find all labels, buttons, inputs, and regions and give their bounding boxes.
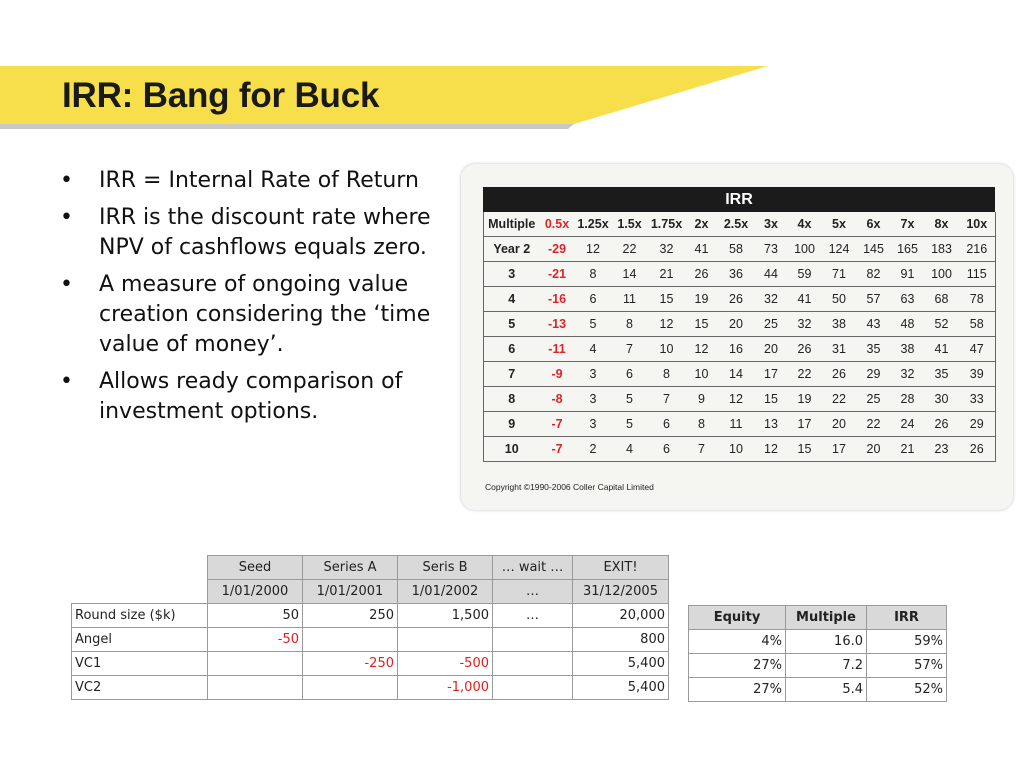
- irr-card-multiple-header: 10x: [959, 212, 996, 237]
- irr-card-cell: -16: [540, 287, 575, 312]
- bullet-item: [60, 270, 432, 360]
- table-row: [72, 604, 669, 628]
- irr-card-header: IRR: [483, 187, 995, 212]
- irr-card-cell: -29: [540, 237, 575, 262]
- irr-card-row: [484, 387, 996, 412]
- irr-card-cell: 3: [575, 412, 612, 437]
- irr-card-cell: 15: [755, 387, 788, 412]
- table-row: [689, 630, 947, 654]
- table-row: [72, 676, 669, 700]
- irr-card-cell: 52: [925, 312, 959, 337]
- irr-card-year-label: Year 2: [484, 237, 540, 262]
- empty-corner-cell: [72, 556, 208, 580]
- irr-card-cell: 5: [575, 312, 612, 337]
- amount-cell: [493, 628, 573, 652]
- amount-cell: 20,000: [573, 604, 669, 628]
- irr-card-year-label: 7: [484, 362, 540, 387]
- irr-card-year-label: 6: [484, 337, 540, 362]
- irr-card-multiple-header: 0.5x: [540, 212, 575, 237]
- title-banner: [0, 0, 1024, 140]
- irr-card-year-label: 4: [484, 287, 540, 312]
- irr-card-cell: 5: [612, 412, 648, 437]
- irr-card-cell: 73: [755, 237, 788, 262]
- irr-card-row: [484, 437, 996, 462]
- irr-card-cell: 32: [891, 362, 925, 387]
- bullet-text: IRR = Internal Rate of Return: [99, 168, 419, 193]
- irr-card-header-row: [484, 212, 996, 237]
- irr-card-cell: 43: [857, 312, 891, 337]
- irr-card-cell: 63: [891, 287, 925, 312]
- irr-card-cell: 25: [857, 387, 891, 412]
- irr-card-cell: 17: [822, 437, 857, 462]
- irr-card-cell: 35: [925, 362, 959, 387]
- irr-card-cell: 91: [891, 262, 925, 287]
- irr-card-cell: 28: [891, 387, 925, 412]
- irr-card-cell: 10: [648, 337, 686, 362]
- amount-cell: [303, 628, 398, 652]
- irr-card-cell: 24: [891, 412, 925, 437]
- irr-card-cell: 41: [788, 287, 822, 312]
- irr-card-cell: 21: [891, 437, 925, 462]
- date-header: 31/12/2005: [573, 580, 669, 604]
- table-row: [72, 628, 669, 652]
- irr-card-cell: 26: [959, 437, 996, 462]
- irr-card-cell: 68: [925, 287, 959, 312]
- irr-card-multiple-header: 1.75x: [648, 212, 686, 237]
- slide-title: IRR: Bang for Buck: [62, 76, 380, 115]
- returns-cell: 5.4: [786, 678, 867, 702]
- irr-card-multiple-header: 1.5x: [612, 212, 648, 237]
- irr-card-cell: 100: [925, 262, 959, 287]
- table-row: [72, 652, 669, 676]
- amount-cell: [493, 676, 573, 700]
- amount-cell: [493, 652, 573, 676]
- irr-card-multiple-header: 4x: [788, 212, 822, 237]
- funding-rounds-table: [71, 555, 669, 700]
- irr-card-cell: 22: [788, 362, 822, 387]
- irr-card-cell: 26: [686, 262, 718, 287]
- irr-card-cell: 7: [648, 387, 686, 412]
- irr-card-cell: 11: [612, 287, 648, 312]
- irr-card-cell: 15: [788, 437, 822, 462]
- returns-cell: 27%: [689, 654, 786, 678]
- banner-edge-shadow: [0, 124, 574, 129]
- irr-card-cell: 183: [925, 237, 959, 262]
- irr-card-cell: 47: [959, 337, 996, 362]
- row-label: Round size ($k): [72, 604, 208, 628]
- irr-card-cell: 12: [575, 237, 612, 262]
- irr-card-year-label: 5: [484, 312, 540, 337]
- irr-card-cell: 20: [718, 312, 755, 337]
- irr-card-cell: 33: [959, 387, 996, 412]
- irr-card-cell: 100: [788, 237, 822, 262]
- irr-card-row: [484, 337, 996, 362]
- irr-card-cell: 22: [857, 412, 891, 437]
- irr-card-cell: 32: [648, 237, 686, 262]
- irr-card-cell: 35: [857, 337, 891, 362]
- irr-card-row: [484, 237, 996, 262]
- date-header: 1/01/2001: [303, 580, 398, 604]
- stage-header: … wait …: [493, 556, 573, 580]
- irr-card-multiple-header: 2.5x: [718, 212, 755, 237]
- irr-card-cell: 8: [612, 312, 648, 337]
- irr-card-cell: 3: [575, 362, 612, 387]
- irr-reference-card: [461, 164, 1013, 510]
- returns-header: Multiple: [786, 606, 867, 630]
- irr-card-cell: -7: [540, 412, 575, 437]
- irr-card-cell: 13: [755, 412, 788, 437]
- irr-card-cell: 36: [718, 262, 755, 287]
- irr-card-cell: 41: [925, 337, 959, 362]
- irr-card-cell: 216: [959, 237, 996, 262]
- irr-card-cell: 12: [686, 337, 718, 362]
- irr-card-cell: 57: [857, 287, 891, 312]
- irr-card-cell: 14: [612, 262, 648, 287]
- irr-card-cell: -8: [540, 387, 575, 412]
- table-row: [689, 654, 947, 678]
- amount-cell: -250: [303, 652, 398, 676]
- irr-card-cell: 30: [925, 387, 959, 412]
- irr-card-cell: 115: [959, 262, 996, 287]
- amount-cell: …: [493, 604, 573, 628]
- irr-card-cell: 58: [718, 237, 755, 262]
- date-header: 1/01/2000: [208, 580, 303, 604]
- irr-card-cell: 32: [788, 312, 822, 337]
- returns-header-row: [689, 606, 947, 630]
- irr-card-cell: -7: [540, 437, 575, 462]
- amount-cell: 250: [303, 604, 398, 628]
- returns-table: [688, 605, 947, 702]
- irr-card-copyright: Copyright ©1990-2006 Coller Capital Limited: [485, 482, 654, 492]
- irr-card-cell: 26: [925, 412, 959, 437]
- bullet-text: IRR is the discount rate where NPV of cashflows equals zero.: [99, 205, 431, 260]
- amount-cell: [208, 652, 303, 676]
- irr-card-cell: -11: [540, 337, 575, 362]
- irr-card-cell: 17: [755, 362, 788, 387]
- irr-card-cell: 12: [718, 387, 755, 412]
- amount-cell: -1,000: [398, 676, 493, 700]
- bullet-dot-icon: •: [60, 205, 73, 230]
- irr-card-cell: 25: [755, 312, 788, 337]
- irr-card-cell: 4: [612, 437, 648, 462]
- irr-card-multiple-header: 5x: [822, 212, 857, 237]
- irr-card-multiple-header: 1.25x: [575, 212, 612, 237]
- irr-card-multiple-header: 2x: [686, 212, 718, 237]
- bullet-dot-icon: •: [60, 272, 73, 297]
- irr-card-cell: 9: [686, 387, 718, 412]
- bullet-dot-icon: •: [60, 369, 73, 394]
- irr-card-cell: 4: [575, 337, 612, 362]
- irr-card-row: [484, 362, 996, 387]
- returns-cell: 59%: [867, 630, 947, 654]
- date-header: 1/01/2002: [398, 580, 493, 604]
- rounds-stage-row: [72, 556, 669, 580]
- irr-card-row: [484, 287, 996, 312]
- irr-card-cell: 15: [648, 287, 686, 312]
- irr-card-cell: 39: [959, 362, 996, 387]
- stage-header: Seris B: [398, 556, 493, 580]
- irr-card-cell: 29: [959, 412, 996, 437]
- returns-cell: 7.2: [786, 654, 867, 678]
- irr-card-cell: 41: [686, 237, 718, 262]
- irr-card-cell: 20: [857, 437, 891, 462]
- irr-card-multiple-header: 6x: [857, 212, 891, 237]
- irr-card-cell: 12: [755, 437, 788, 462]
- irr-card-multiple-header: 8x: [925, 212, 959, 237]
- irr-card-cell: 6: [648, 412, 686, 437]
- irr-card-cell: 23: [925, 437, 959, 462]
- bullet-item: [60, 203, 432, 263]
- irr-card-cell: 31: [822, 337, 857, 362]
- irr-card-row: [484, 412, 996, 437]
- irr-card-cell: 48: [891, 312, 925, 337]
- irr-card-cell: 5: [612, 387, 648, 412]
- amount-cell: -500: [398, 652, 493, 676]
- returns-cell: 27%: [689, 678, 786, 702]
- irr-card-multiple-header: 3x: [755, 212, 788, 237]
- irr-card-cell: 15: [686, 312, 718, 337]
- irr-card-cell: 6: [648, 437, 686, 462]
- irr-card-cell: 7: [686, 437, 718, 462]
- irr-card-cell: 8: [648, 362, 686, 387]
- stage-header: EXIT!: [573, 556, 669, 580]
- table-row: [689, 678, 947, 702]
- irr-card-cell: 26: [718, 287, 755, 312]
- amount-cell: 1,500: [398, 604, 493, 628]
- irr-card-cell: 10: [686, 362, 718, 387]
- stage-header: Seed: [208, 556, 303, 580]
- irr-card-cell: 26: [822, 362, 857, 387]
- irr-card-cell: 82: [857, 262, 891, 287]
- irr-card-cell: 10: [718, 437, 755, 462]
- irr-card-cell: 21: [648, 262, 686, 287]
- irr-card-year-label: 3: [484, 262, 540, 287]
- amount-cell: 5,400: [573, 652, 669, 676]
- returns-cell: 16.0: [786, 630, 867, 654]
- irr-card-cell: 6: [612, 362, 648, 387]
- irr-card-cell: 50: [822, 287, 857, 312]
- irr-card-cell: 22: [822, 387, 857, 412]
- irr-card-cell: 11: [718, 412, 755, 437]
- irr-card-cell: 71: [822, 262, 857, 287]
- irr-card-cell: 38: [891, 337, 925, 362]
- returns-header: IRR: [867, 606, 947, 630]
- irr-card-table: [483, 212, 996, 462]
- irr-card-cell: 32: [755, 287, 788, 312]
- row-label: Angel: [72, 628, 208, 652]
- irr-card-year-label: 10: [484, 437, 540, 462]
- row-label: VC1: [72, 652, 208, 676]
- irr-card-cell: 22: [612, 237, 648, 262]
- irr-card-cell: 26: [788, 337, 822, 362]
- bullet-dot-icon: •: [60, 168, 73, 193]
- irr-card-cell: 7: [612, 337, 648, 362]
- empty-corner-cell: [72, 580, 208, 604]
- irr-card-cell: 78: [959, 287, 996, 312]
- irr-card-cell: 20: [755, 337, 788, 362]
- irr-card-year-label: 9: [484, 412, 540, 437]
- irr-card-cell: 58: [959, 312, 996, 337]
- irr-card-cell: 8: [575, 262, 612, 287]
- amount-cell: [208, 676, 303, 700]
- irr-card-cell: 124: [822, 237, 857, 262]
- bullet-item: [60, 367, 432, 427]
- returns-cell: 4%: [689, 630, 786, 654]
- irr-card-cell: 38: [822, 312, 857, 337]
- amount-cell: 800: [573, 628, 669, 652]
- irr-card-cell: 12: [648, 312, 686, 337]
- irr-card-row: [484, 312, 996, 337]
- returns-cell: 57%: [867, 654, 947, 678]
- irr-card-multiple-label: Multiple: [484, 212, 540, 237]
- rounds-date-row: [72, 580, 669, 604]
- irr-card-multiple-header: 7x: [891, 212, 925, 237]
- stage-header: Series A: [303, 556, 398, 580]
- irr-card-cell: 19: [686, 287, 718, 312]
- bullet-text: Allows ready comparison of investment options.: [99, 369, 403, 424]
- irr-card-cell: 8: [686, 412, 718, 437]
- irr-card-year-label: 8: [484, 387, 540, 412]
- irr-card-cell: 44: [755, 262, 788, 287]
- irr-card-cell: -9: [540, 362, 575, 387]
- irr-card-cell: 165: [891, 237, 925, 262]
- date-header: …: [493, 580, 573, 604]
- irr-card-cell: 145: [857, 237, 891, 262]
- irr-card-cell: 17: [788, 412, 822, 437]
- irr-card-cell: -13: [540, 312, 575, 337]
- amount-cell: 5,400: [573, 676, 669, 700]
- irr-card-cell: 6: [575, 287, 612, 312]
- irr-card-row: [484, 262, 996, 287]
- amount-cell: [398, 628, 493, 652]
- irr-card-cell: 19: [788, 387, 822, 412]
- bullet-list: [60, 166, 432, 434]
- amount-cell: [303, 676, 398, 700]
- returns-cell: 52%: [867, 678, 947, 702]
- returns-header: Equity: [689, 606, 786, 630]
- irr-card-cell: 29: [857, 362, 891, 387]
- row-label: VC2: [72, 676, 208, 700]
- bullet-item: [60, 166, 432, 196]
- irr-card-cell: 16: [718, 337, 755, 362]
- bullet-text: A measure of ongoing value creation considering the ‘time value of money’.: [99, 272, 431, 357]
- irr-card-cell: 3: [575, 387, 612, 412]
- amount-cell: -50: [208, 628, 303, 652]
- irr-card-cell: 59: [788, 262, 822, 287]
- irr-card-cell: 20: [822, 412, 857, 437]
- irr-card-cell: -21: [540, 262, 575, 287]
- irr-card-cell: 14: [718, 362, 755, 387]
- amount-cell: 50: [208, 604, 303, 628]
- irr-card-cell: 2: [575, 437, 612, 462]
